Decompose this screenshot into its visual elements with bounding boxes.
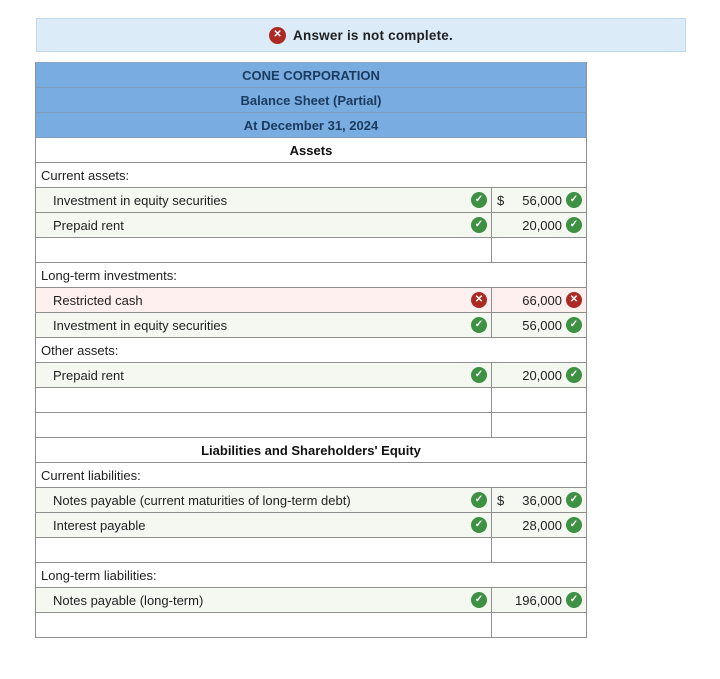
account-select-cell[interactable]	[36, 388, 492, 413]
currency-symbol: $	[497, 492, 505, 508]
amount-value: 56,000	[522, 192, 562, 208]
table-row	[36, 563, 587, 588]
amount-input-cell[interactable]	[492, 588, 587, 613]
balance-sheet	[35, 62, 586, 638]
balance-sheet-table	[35, 62, 587, 638]
account-label: Investment in equity securities	[53, 317, 228, 333]
amount-input-cell[interactable]	[492, 413, 587, 438]
correct-icon: ✓	[566, 192, 582, 208]
amount-value: 20,000	[522, 217, 562, 233]
amount-value: 28,000	[522, 517, 562, 533]
account-select-cell[interactable]	[36, 513, 492, 538]
correct-icon: ✓	[566, 517, 582, 533]
account-label: Prepaid rent	[53, 217, 124, 233]
amount-input-cell[interactable]	[492, 538, 587, 563]
table-row	[36, 213, 587, 238]
section-label-cell: Long-term investments:	[36, 263, 587, 288]
amount-value: 20,000	[522, 367, 562, 383]
table-row	[36, 488, 587, 513]
account-label: Investment in equity securities	[53, 192, 228, 208]
amount-input-cell[interactable]	[492, 288, 587, 313]
amount-input-cell[interactable]	[492, 513, 587, 538]
table-row	[36, 438, 587, 463]
statement-header-row	[36, 88, 587, 113]
correct-icon: ✓	[566, 592, 582, 608]
account-select-cell[interactable]	[36, 538, 492, 563]
table-row	[36, 388, 587, 413]
account-select-cell[interactable]	[36, 313, 492, 338]
table-row	[36, 538, 587, 563]
correct-icon: ✓	[471, 517, 487, 533]
amount-input-cell[interactable]	[492, 613, 587, 638]
statement-header-row	[36, 113, 587, 138]
account-select-cell[interactable]	[36, 613, 492, 638]
currency-symbol: $	[497, 192, 505, 208]
amount-value: 66,000	[522, 292, 562, 308]
section-title-cell: Liabilities and Shareholders' Equity	[36, 438, 587, 463]
account-select-cell[interactable]	[36, 413, 492, 438]
correct-icon: ✓	[471, 592, 487, 608]
statement-header-row	[36, 63, 587, 88]
amount-input-cell[interactable]	[492, 388, 587, 413]
table-row	[36, 338, 587, 363]
table-row	[36, 313, 587, 338]
correct-icon: ✓	[471, 492, 487, 508]
table-row	[36, 163, 587, 188]
table-row	[36, 263, 587, 288]
section-label-cell: Other assets:	[36, 338, 587, 363]
correct-icon: ✓	[566, 492, 582, 508]
account-select-cell[interactable]	[36, 188, 492, 213]
account-select-cell[interactable]	[36, 588, 492, 613]
section-label-cell: Current assets:	[36, 163, 587, 188]
account-label: Notes payable (current maturities of long-term debt)	[53, 492, 351, 508]
account-label: Prepaid rent	[53, 367, 124, 383]
error-icon: ✕	[269, 27, 286, 44]
banner-text: Answer is not complete.	[293, 27, 453, 43]
correct-icon: ✓	[471, 217, 487, 233]
correct-icon: ✓	[566, 367, 582, 383]
incorrect-icon: ✕	[566, 292, 582, 308]
amount-value: 56,000	[522, 317, 562, 333]
table-row	[36, 613, 587, 638]
correct-icon: ✓	[471, 367, 487, 383]
table-row	[36, 238, 587, 263]
amount-input-cell[interactable]	[492, 238, 587, 263]
account-select-cell[interactable]	[36, 238, 492, 263]
account-label: Restricted cash	[53, 292, 143, 308]
account-select-cell[interactable]	[36, 488, 492, 513]
amount-input-cell[interactable]	[492, 213, 587, 238]
correct-icon: ✓	[471, 192, 487, 208]
table-row	[36, 413, 587, 438]
section-title-cell: Assets	[36, 138, 587, 163]
answer-status-banner	[36, 18, 686, 52]
table-row	[36, 363, 587, 388]
statement-heading: Balance Sheet (Partial)	[36, 88, 587, 113]
amount-input-cell[interactable]	[492, 188, 587, 213]
amount-input-cell[interactable]	[492, 363, 587, 388]
account-label: Notes payable (long-term)	[53, 592, 204, 608]
section-label-cell: Current liabilities:	[36, 463, 587, 488]
table-row	[36, 588, 587, 613]
amount-input-cell[interactable]	[492, 313, 587, 338]
correct-icon: ✓	[566, 217, 582, 233]
section-label-cell: Long-term liabilities:	[36, 563, 587, 588]
table-row	[36, 463, 587, 488]
amount-input-cell[interactable]	[492, 488, 587, 513]
correct-icon: ✓	[471, 317, 487, 333]
amount-value: 36,000	[522, 492, 562, 508]
account-label: Interest payable	[53, 517, 146, 533]
account-select-cell[interactable]	[36, 363, 492, 388]
statement-heading: At December 31, 2024	[36, 113, 587, 138]
table-row	[36, 138, 587, 163]
amount-value: 196,000	[515, 592, 562, 608]
table-row	[36, 513, 587, 538]
balance-sheet-body	[36, 63, 587, 638]
table-row	[36, 188, 587, 213]
correct-icon: ✓	[566, 317, 582, 333]
statement-heading: CONE CORPORATION	[36, 63, 587, 88]
account-select-cell[interactable]	[36, 213, 492, 238]
account-select-cell[interactable]	[36, 288, 492, 313]
table-row	[36, 288, 587, 313]
incorrect-icon: ✕	[471, 292, 487, 308]
